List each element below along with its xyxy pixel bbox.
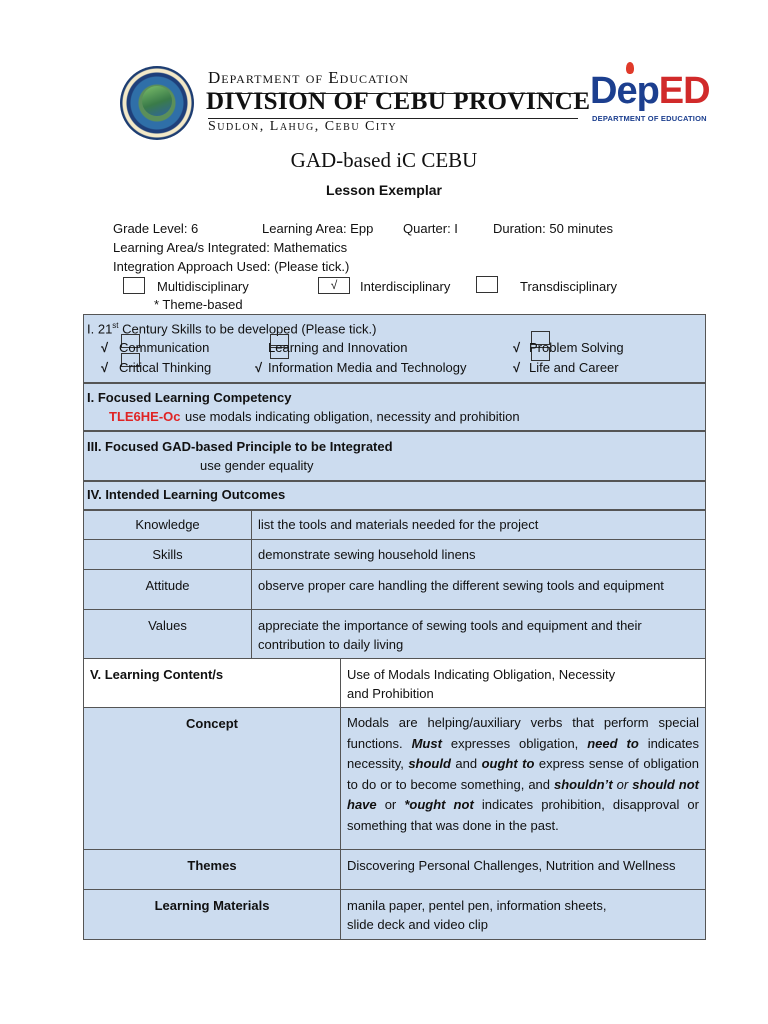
outcome-text-values: appreciate the importance of sewing tools and equipment and their contribution to daily living bbox=[251, 609, 706, 659]
themes-label-cell: Themes bbox=[83, 849, 341, 890]
logo-word-ed: ED bbox=[658, 70, 710, 112]
deped-logo bbox=[588, 62, 708, 126]
interdisciplinary-checkbox[interactable]: √ bbox=[318, 277, 350, 294]
outcomes-heading: IV. Intended Learning Outcomes bbox=[87, 487, 286, 502]
outcome-label-values: Values bbox=[83, 609, 252, 659]
header-address: Sudlon, Lahug, Cebu City bbox=[208, 119, 398, 134]
gad-heading: III. Focused GAD-based Principle to be Integrated bbox=[87, 439, 393, 454]
outcome-label-attitude: Attitude bbox=[83, 569, 252, 610]
page-subtitle: Lesson Exemplar bbox=[326, 182, 442, 198]
outcome-label-skills: Skills bbox=[83, 539, 252, 570]
outcome-text-knowledge: list the tools and materials needed for the project bbox=[251, 510, 706, 540]
competency-heading: I. Focused Learning Competency bbox=[87, 390, 292, 405]
skill-communication: Communication bbox=[119, 340, 210, 355]
content-value-cell: Use of Modals Indicating Obligation, Necessity and Prohibition bbox=[340, 658, 706, 708]
duration: Duration: 50 minutes bbox=[493, 221, 613, 236]
competency-text: use modals indicating obligation, necessity and prohibition bbox=[185, 409, 520, 424]
content-heading-cell: V. Learning Content/s bbox=[83, 658, 341, 708]
transdisciplinary-checkbox[interactable] bbox=[476, 276, 498, 293]
competency-code: TLE6HE-Oc bbox=[109, 409, 181, 424]
skill-life-career: Life and Career bbox=[529, 360, 619, 375]
page-title: GAD-based iC CEBU bbox=[290, 148, 478, 172]
tick-mark: √ bbox=[101, 340, 109, 355]
tick-mark: √ bbox=[101, 360, 109, 375]
multidisciplinary-label: Multidisciplinary bbox=[157, 279, 249, 294]
skill-problem-solving: Problem Solving bbox=[529, 340, 624, 355]
interdisciplinary-label: Interdisciplinary bbox=[360, 279, 451, 294]
skills-heading: I. 21st Century Skills to be developed (Please tick.) bbox=[87, 321, 377, 337]
division-seal-icon bbox=[120, 66, 194, 140]
skill-learning-innovation: Learning and Innovation bbox=[268, 340, 408, 355]
skill-critical-thinking: Critical Thinking bbox=[119, 360, 212, 375]
theme-based-label: * Theme-based bbox=[154, 297, 243, 312]
outcome-label-knowledge: Knowledge bbox=[83, 510, 252, 540]
outcome-text-attitude: observe proper care handling the different sewing tools and equipment bbox=[251, 569, 706, 610]
skill-information-media: Information Media and Technology bbox=[268, 360, 467, 375]
integrated-areas: Learning Area/s Integrated: Mathematics bbox=[113, 240, 348, 255]
concept-label-cell: Concept bbox=[83, 707, 341, 850]
grade-level: Grade Level: 6 bbox=[113, 221, 199, 236]
concept-text: Modals are helping/auxiliary verbs that perform special functions. Must expresses obligation, need to indicates necessity, should and ought to express sense of obligation to do or to become something, and shouldn’t or should not have or *ought not indicates prohibition, disapproval or something that was done in the past. bbox=[347, 715, 699, 833]
header-department: Department of Education bbox=[208, 68, 410, 87]
materials-label-cell: Learning Materials bbox=[83, 889, 341, 940]
gad-text: use gender equality bbox=[200, 458, 314, 473]
multidisciplinary-checkbox[interactable] bbox=[123, 277, 145, 294]
materials-cell: manila paper, pentel pen, information sheets, slide deck and video clip bbox=[340, 889, 706, 940]
tick-mark: √ bbox=[513, 360, 521, 375]
header-division: DIVISION OF CEBU PROVINCE bbox=[206, 88, 591, 115]
logo-word-dep: Dep bbox=[590, 70, 659, 112]
logo-subtitle: DEPARTMENT OF EDUCATION bbox=[592, 114, 707, 123]
learning-area: Learning Area: Epp bbox=[262, 221, 374, 236]
tick-mark: √ bbox=[255, 360, 263, 375]
tick-mark: √ bbox=[513, 340, 521, 355]
quarter: Quarter: I bbox=[403, 221, 458, 236]
integration-approach: Integration Approach Used: (Please tick.) bbox=[113, 259, 350, 274]
themes-cell: Discovering Personal Challenges, Nutrition and Wellness bbox=[340, 849, 706, 890]
outcome-text-skills: demonstrate sewing household linens bbox=[251, 539, 706, 570]
transdisciplinary-label: Transdisciplinary bbox=[520, 279, 618, 294]
